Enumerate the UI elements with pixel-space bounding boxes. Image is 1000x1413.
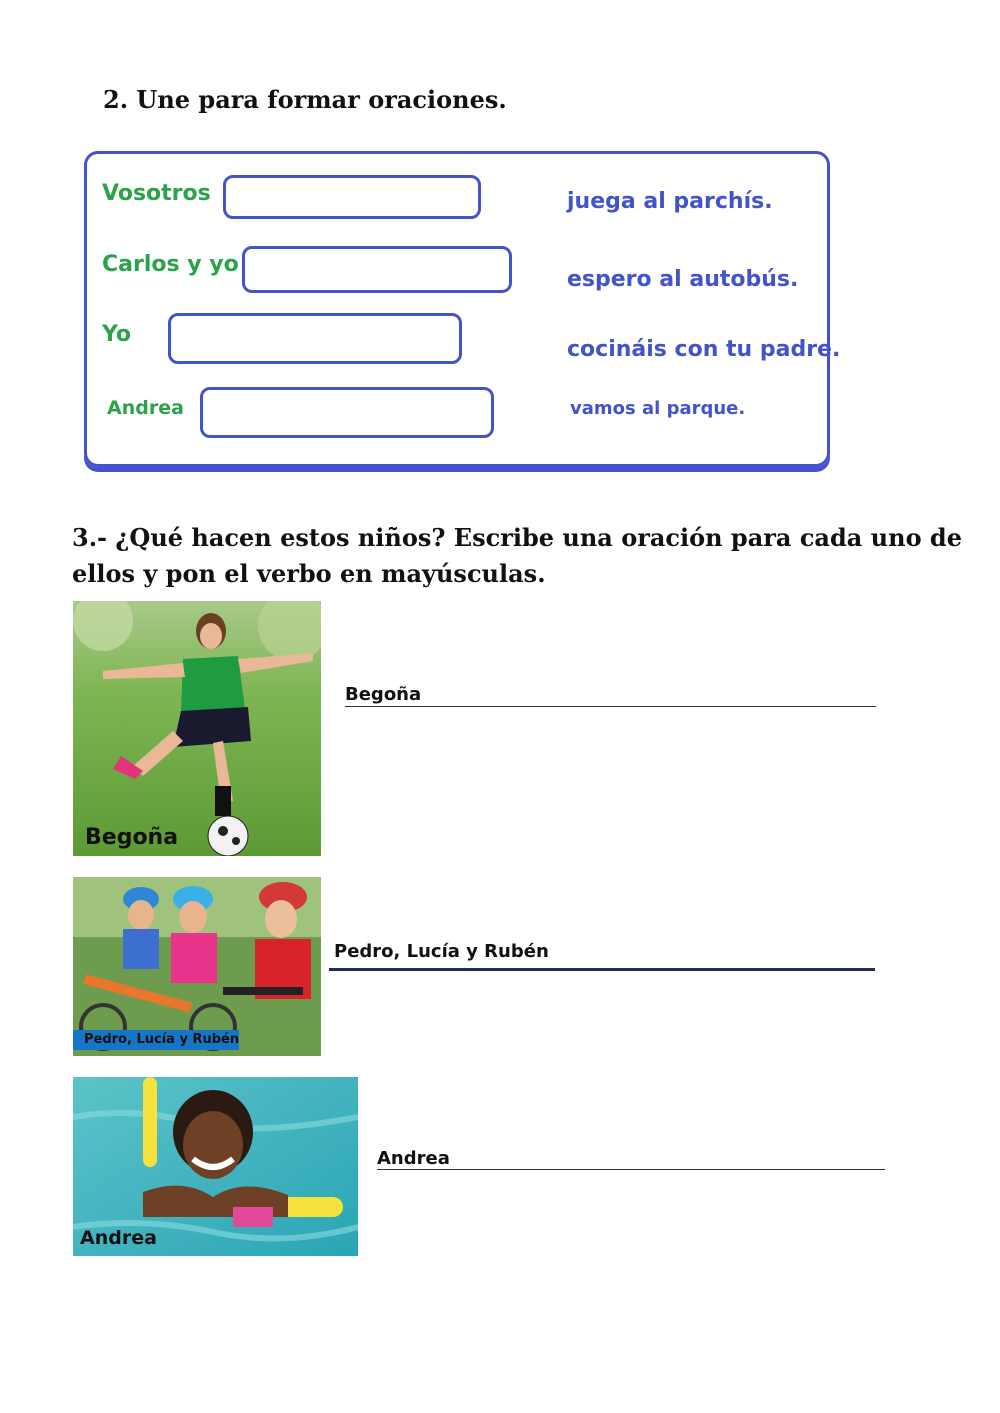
answer-box-4[interactable] — [200, 387, 494, 438]
predicate-espero: espero al autobús. — [567, 267, 799, 292]
subject-carlos-y-yo: Carlos y yo — [102, 252, 239, 277]
line-label-pedro-lucia-ruben: Pedro, Lucía y Rubén — [334, 941, 549, 962]
exercise-3-title-line-2: ellos y pon el verbo en mayúsculas. — [72, 559, 546, 588]
kids-riding-bikes-photo — [73, 877, 321, 1056]
subject-vosotros: Vosotros — [102, 181, 211, 206]
answer-line-begona[interactable] — [345, 706, 876, 707]
exercise-3-title-line-1: 3.- ¿Qué hacen estos niños? Escribe una oración para cada uno de — [72, 523, 962, 552]
photo-caption-andrea: Andrea — [80, 1227, 157, 1249]
answer-box-3[interactable] — [168, 313, 462, 364]
answer-line-andrea[interactable] — [377, 1169, 885, 1170]
answer-line-pedro-lucia-ruben[interactable] — [329, 968, 875, 971]
photo-caption-pedro-lucia-ruben: Pedro, Lucía y Rubén — [84, 1032, 240, 1047]
predicate-vamos: vamos al parque. — [570, 398, 746, 419]
predicate-juega: juega al parchís. — [567, 189, 773, 214]
girl-playing-soccer-photo — [73, 601, 321, 856]
answer-box-2[interactable] — [242, 246, 512, 293]
girl-swimming-photo — [73, 1077, 358, 1256]
answer-box-1[interactable] — [223, 175, 481, 219]
exercise-3-title — [72, 520, 962, 592]
predicate-cocinais: cocináis con tu padre. — [567, 337, 841, 362]
subject-andrea: Andrea — [107, 397, 184, 419]
photo-caption-begona: Begoña — [85, 825, 179, 850]
line-label-andrea: Andrea — [377, 1148, 450, 1169]
line-label-begona: Begoña — [345, 684, 422, 705]
subject-yo: Yo — [102, 322, 132, 347]
exercise-2-title: 2. Une para formar oraciones. — [103, 85, 507, 114]
